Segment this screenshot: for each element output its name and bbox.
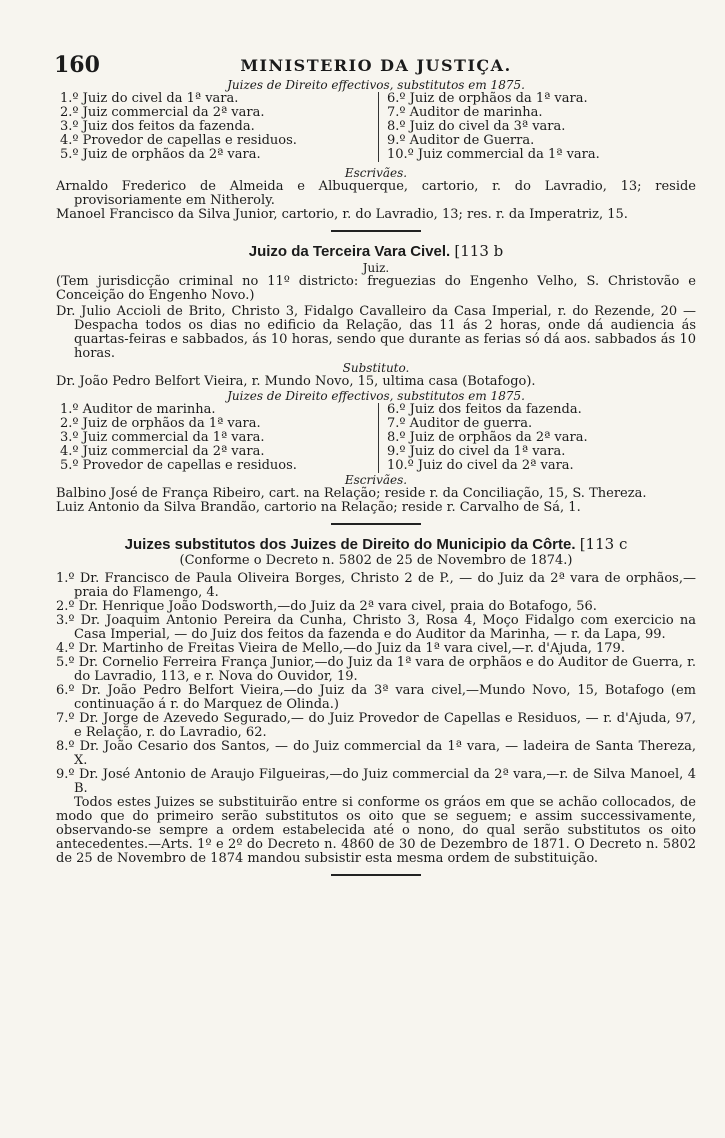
list-item: 7.º Dr. Jorge de Azevedo Segurado,— do Juiz Provedor de Capellas e Residuos, — r. d'Ajuda, 97, e Relação, r. do Lavradio, 62. [56,711,696,740]
substituto-label: Substituto. [342,361,410,375]
subs-item: 4.º Provedor de capellas e residuos. [60,133,297,148]
subs-item: 8.º Juiz de orphãos da 2ª vara. [387,430,588,445]
jurisdiction-note: (Tem jurisdicção criminal no 11º districto: freguezias do Engenho Velho, S. Christovão e Conceição do Engenho Novo.) [56,274,696,303]
section-title-terceira-vara [56,242,696,261]
subs-item: 5.º Provedor de capellas e residuos. [60,458,297,473]
section-divider [331,874,421,876]
subs-item: 5.º Juiz de orphãos da 2ª vara. [60,147,261,162]
subs-heading-2: Juizes de Direito effectivos, substitutos em 1875. [227,389,525,403]
subs-table-2 [60,403,696,473]
judge-entry: Dr. Julio Accioli de Brito, Christo 3, Fidalgo Cavalleiro da Casa Imperial, r. do Rezende, 20 —Despacha todos os dias no edificio da Relação, das 11 ás 2 horas, onde dá audiencia ás quartas-feiras e sabbados, ás 10 horas, sendo que durante as ferias só dá aos. sabbados ás 10 horas. [56,304,696,361]
subs-item: 6.º Juiz de orphãos da 1ª vara. [387,91,588,106]
section-divider [331,523,421,525]
subs-col-left-1 [60,92,379,162]
subs-item: 7.º Auditor de marinha. [387,105,543,120]
page-number: 160 [54,52,100,78]
escrivao-entry: Luiz Antonio da Silva Brandão, cartorio na Relação; reside r. Carvalho de Sá, 1. [56,500,581,515]
escrivao-entry: Arnaldo Frederico de Almeida e Albuquerque, cartorio, r. do Lavradio, 13; reside provisoriamente em Nitheroly. [56,179,696,208]
running-head: MINISTERIO DA JUSTIÇA. [240,56,512,75]
subs-col-right-2 [379,403,588,473]
list-item: 2.º Dr. Henrique João Dodsworth,—do Juiz da 2ª vara civel, praia do Botafogo, 56. [56,599,597,614]
subs-item: 1.º Auditor de marinha. [60,402,216,417]
section-ref: [113 c [579,535,628,553]
closing-paragraph: Todos estes Juizes se substituirão entre si conforme os gráos em que se achão collocados, de modo que do primeiro serão substitutos os oito que se seguem; e assim successivamente, observando-se sempre a ordem estabelecida até o nono, do qual serão substitutos os oito antecedentes.—Arts. 1º e 2º do Decreto n. 4860 de 30 de Dezembro de 1871. O Decreto n. 5802 de 25 de Novembro de 1874 mandou subsistir esta mesma ordem de substituição. [56,795,696,866]
subs-table-1 [60,92,696,162]
section-title-text: Juizo da Terceira Vara Civel. [248,243,451,260]
list-item: 5.º Dr. Cornelio Ferreira França Junior,—do Juiz da 1ª vara de orphãos e do Auditor de Guerra, r. do Lavradio, 113, e r. Nova do Ouvidor, 19. [56,655,696,684]
substituto-entry: Dr. João Pedro Belfort Vieira, r. Mundo Novo, 15, ultima casa (Botafogo). [56,374,536,389]
list-item: 1.º Dr. Francisco de Paula Oliveira Borges, Christo 2 de P., — do Juiz da 2ª vara de orphãos,—praia do Flamengo, 4. [56,571,696,600]
juiz-label: Juiz. [362,261,390,275]
escrivaes-label-2: Escrivães. [344,473,408,487]
page-header [56,52,696,78]
list-item: 9.º Dr. José Antonio de Araujo Filgueiras,—do Juiz commercial da 2ª vara,—r. de Silva Manoel, 4 B. [56,767,696,796]
subs-col-left-2 [60,403,379,473]
subs-col-right-1 [379,92,600,162]
subs-item: 4.º Juiz commercial da 2ª vara. [60,444,265,459]
section-title-text: Juizes substitutos dos Juizes de Direito do Municipio da Côrte. [124,536,576,553]
escrivao-entry: Manoel Francisco da Silva Junior, cartorio, r. do Lavradio, 13; res. r. da Imperatriz, 15. [56,207,628,222]
section-title-juizes-substitutos [56,535,696,554]
list-item: 3.º Dr. Joaquim Antonio Pereira da Cunha, Christo 3, Rosa 4, Moço Fidalgo com exercicio na Casa Imperial, — do Juiz dos feitos da fazenda e do Auditor da Marinha, — r. da Lapa, 99. [56,613,696,642]
subs-item: 7.º Auditor de guerra. [387,416,533,431]
subs-item: 2.º Juiz commercial da 2ª vara. [60,105,265,120]
subs-heading-1: Juizes de Direito effectivos, substitutos em 1875. [227,78,525,92]
list-item: 4.º Dr. Martinho de Freitas Vieira de Mello,—do Juiz da 1ª vara civel,—r. d'Ajuda, 179. [56,641,625,656]
section-divider [331,230,421,232]
escrivaes-label-1: Escrivães. [344,166,408,180]
subs-item: 2.º Juiz de orphãos da 1ª vara. [60,416,261,431]
escrivao-entry: Balbino José de França Ribeiro, cart. na Relação; reside r. da Conciliação, 15, S. Thereza. [56,486,647,501]
subs-item: 3.º Juiz dos feitos da fazenda. [60,119,255,134]
subs-item: 6.º Juiz dos feitos da fazenda. [387,402,582,417]
list-item: 8.º Dr. João Cesario dos Santos, — do Juiz commercial da 1ª vara, — ladeira de Santa Thereza, X. [56,739,696,768]
decree-note: (Conforme o Decreto n. 5802 de 25 de Novembro de 1874.) [179,553,573,568]
list-item: 6.º Dr. João Pedro Belfort Vieira,—do Juiz da 3ª vara civel,—Mundo Novo, 15, Botafogo (em continuação á r. do Marquez de Olinda.) [56,683,696,712]
section-ref: [113 b [454,242,504,260]
subs-item: 10.º Juiz do civel da 2ª vara. [387,458,574,473]
subs-item: 10.º Juiz commercial da 1ª vara. [387,147,600,162]
subs-item: 3.º Juiz commercial da 1ª vara. [60,430,265,445]
subs-item: 9.º Juiz do civel da 1ª vara. [387,444,566,459]
subs-item: 9.º Auditor de Guerra. [387,133,535,148]
subs-item: 1.º Juiz do civel da 1ª vara. [60,91,239,106]
book-page [56,52,696,886]
subs-item: 8.º Juiz do civel da 3ª vara. [387,119,566,134]
